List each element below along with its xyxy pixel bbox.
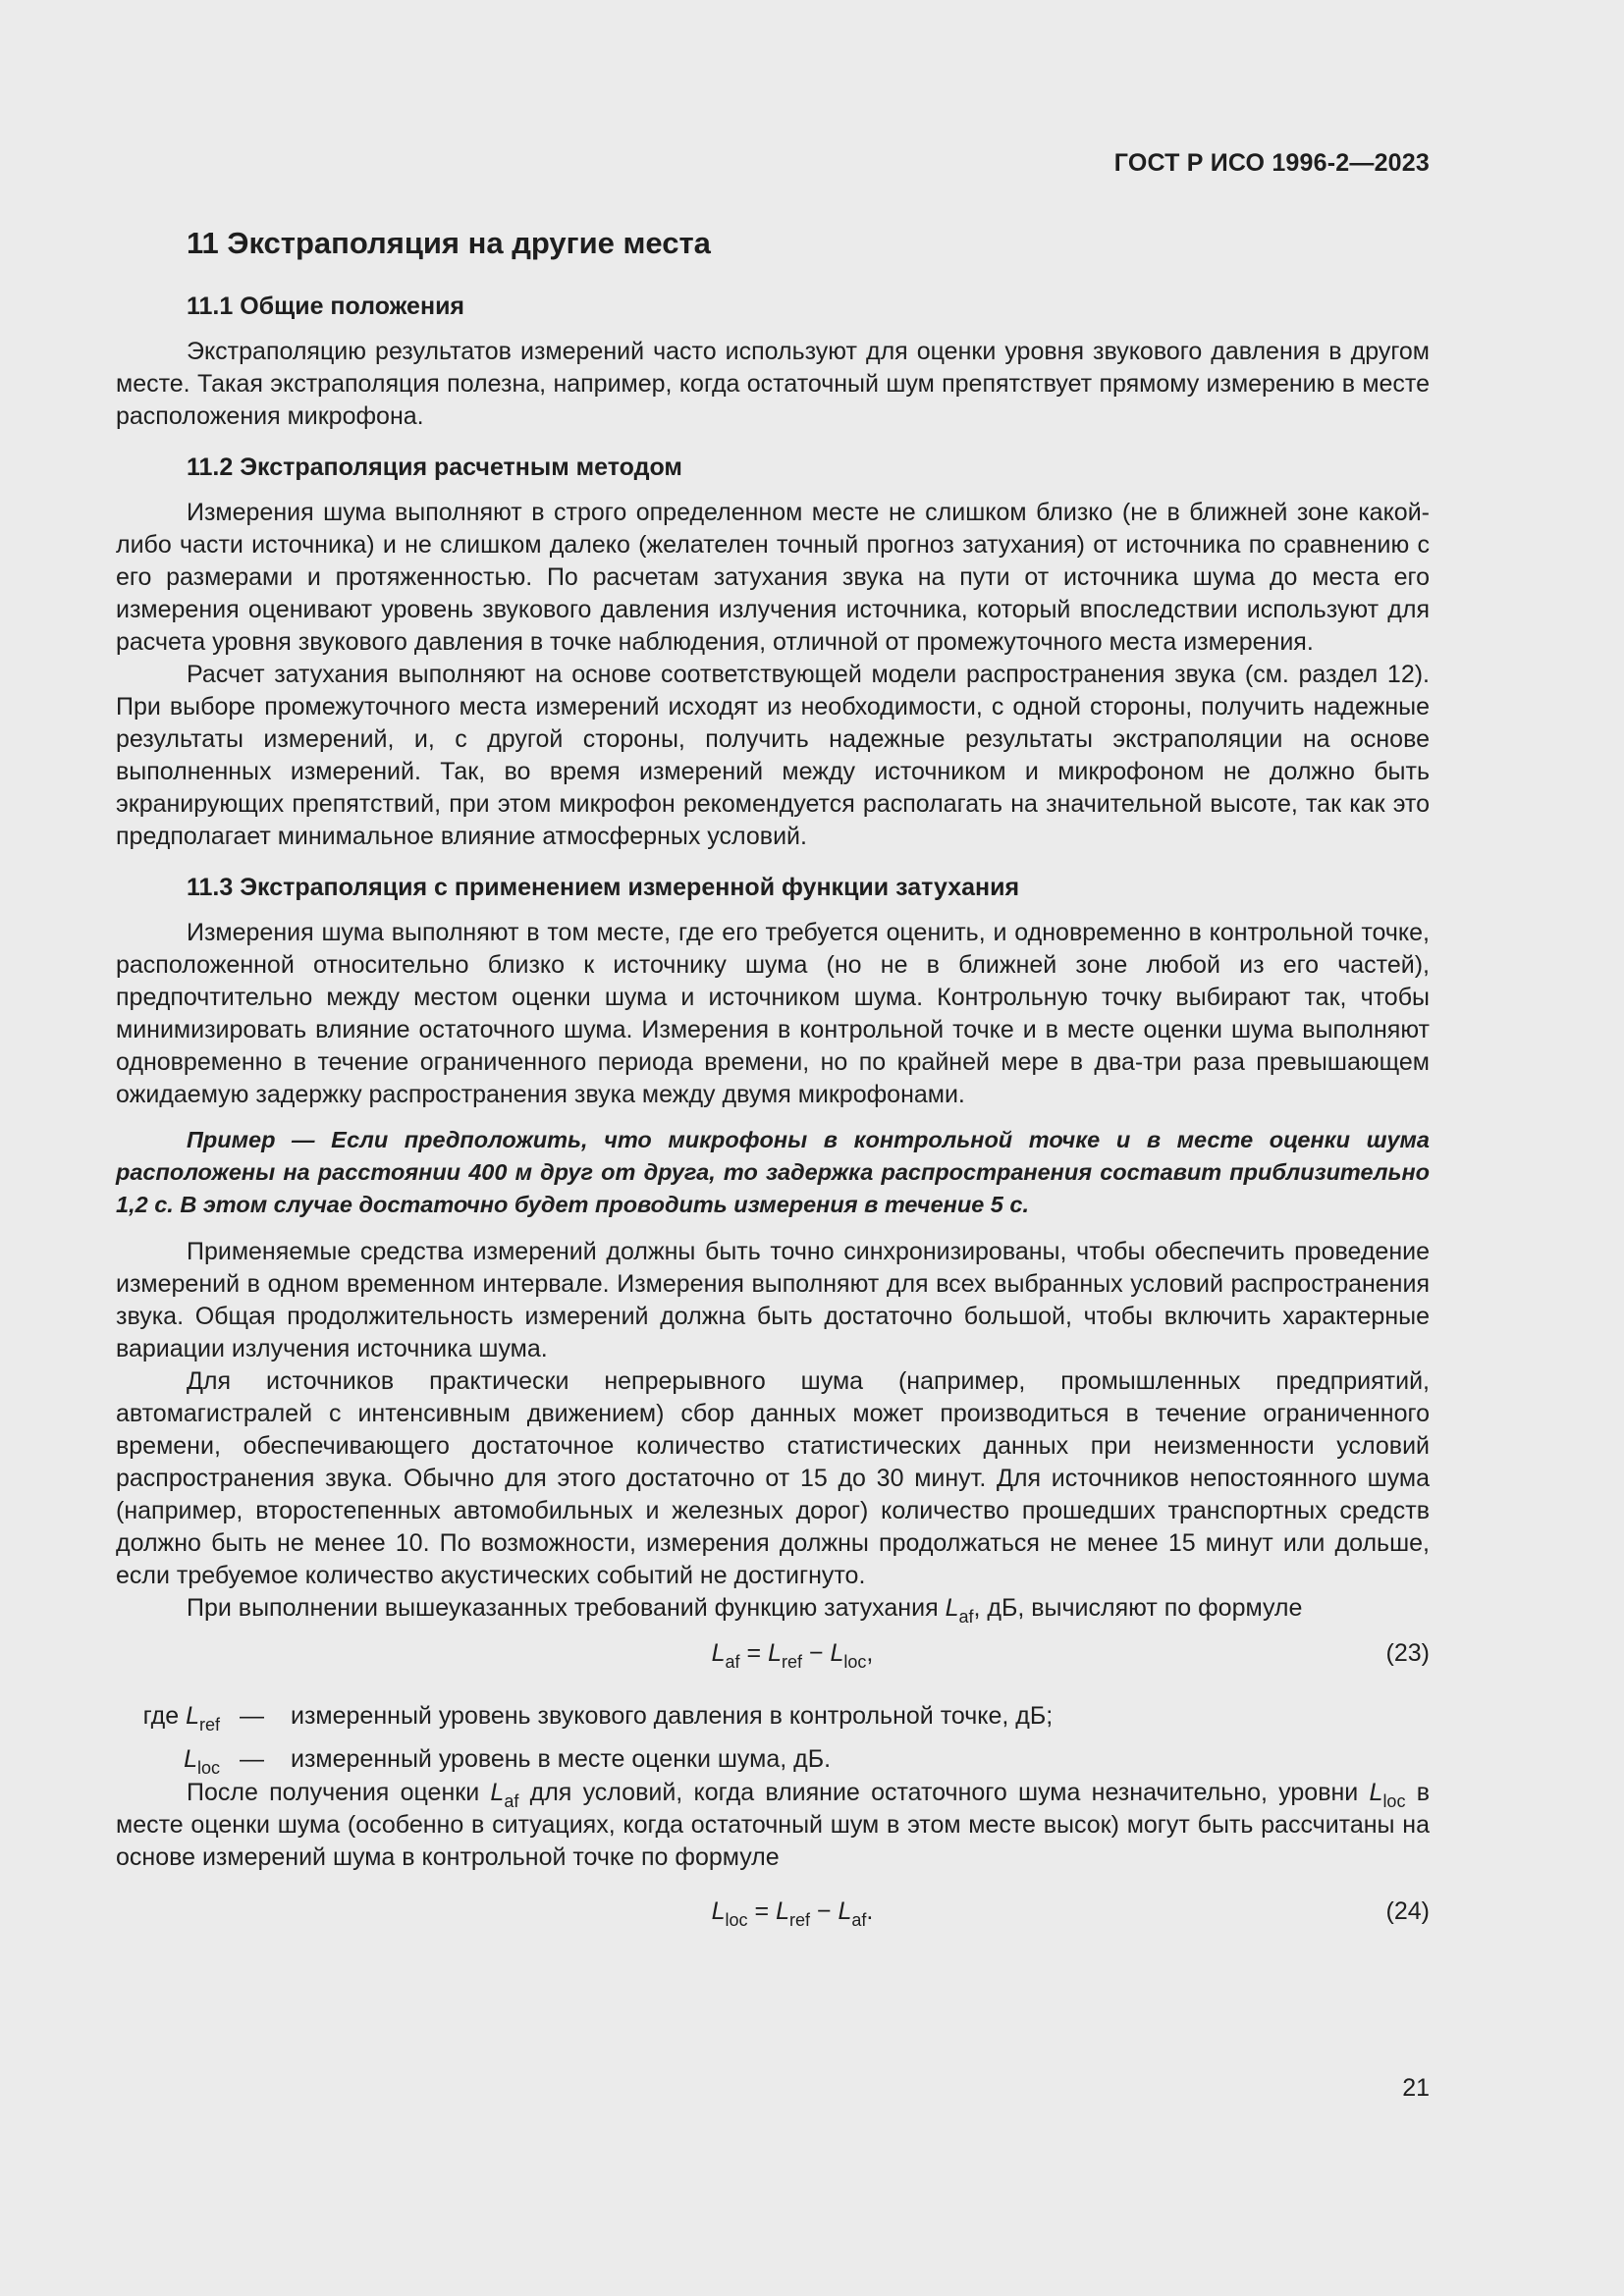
formula-24 bbox=[116, 1896, 1430, 1937]
example-note: Пример — Если предположить, что микрофоны в контрольной точке и в месте оценки шума расположены на расстоянии 400 м друг от друга, то задержка распространения составит приблизительно 1,2 с. В этом случае достаточно будет проводить измерения в течение 5 с. bbox=[116, 1127, 1430, 1217]
paragraph: Измерения шума выполняют в строго определенном месте не слишком близко (не в ближней зоне какой-либо части источника) и не слишком далеко (желателен точный прогноз затухания) от источника по сравнению с его размерами и протяженностью. По расчетам затухания звука на пути от источника шума до места его измерения оценивают уровень звукового давления излучения источника, который впоследствии используют для расчета уровня звукового давления в точке наблюдения, отличной от промежуточного места измерения. bbox=[116, 499, 1430, 656]
subsection-title-11-1: 11.1 Общие положения bbox=[187, 293, 465, 320]
formula-expression: $L_{loc} = L_{ref} - L_{af}$. bbox=[711, 1897, 874, 1930]
definition-loc: $L_{loc}$ — измеренный уровень в месте оценки шума, дБ. bbox=[184, 1745, 832, 1778]
document-body bbox=[116, 222, 1430, 1958]
page-number: 21 bbox=[1402, 2074, 1430, 2102]
paragraph: Экстраполяцию результатов измерений часто используют для оценки уровня звукового давления в другом месте. Такая экстраполяция полезна, например, когда остаточный шум препятствует прямому измерению в месте расположения микрофона. bbox=[116, 338, 1430, 430]
paragraph: Расчет затухания выполняют на основе соответствующей модели распространения звука (см. раздел 12). При выборе промежуточного места измерений исходят из необходимости, с одной стороны, получить надежные результаты измерений, и, с другой стороны, получить надежные результаты экстраполяции на основе выполненных измерений. Так, во время измерений между источником и микрофоном не должно быть экранирующих препятствий, при этом микрофон рекомендуется располагать на значительной высоте, так как это предполагает минимальное влияние атмосферных условий. bbox=[116, 661, 1430, 850]
formula-expression: $L_{af} = L_{ref} - L_{loc}$, bbox=[711, 1639, 874, 1672]
section-title: 11 Экстраполяция на другие места bbox=[187, 226, 711, 260]
definition-ref: где $L_{ref}$ — измеренный уровень звукового давления в контрольной точке, дБ; bbox=[142, 1702, 1054, 1735]
formula-23 bbox=[116, 1637, 1430, 1679]
document-code: ГОСТ Р ИСО 1996-2—2023 bbox=[1113, 149, 1430, 177]
subsection-title-11-3: 11.3 Экстраполяция с применением измеренной функции затухания bbox=[187, 874, 1020, 901]
paragraph: После получения оценки $L_{af}$ для условий, когда влияние остаточного шума незначительно, уровни $L_{loc}$ в месте оценки шума (особенно в ситуациях, когда остаточный шум в этом месте высок) могут быть рассчитаны на основе измерений шума в контрольной точке по формуле bbox=[116, 1779, 1430, 1871]
subsection-title-11-2: 11.2 Экстраполяция расчетным методом bbox=[187, 454, 682, 481]
paragraph: Измерения шума выполняют в том месте, где его требуется оценить, и одновременно в контрольной точке, расположенной относительно близко к источнику шума (но не в ближней зоне любой из его частей), предпочтительно между местом оценки шума и источником шума. Контрольную точку выбирают так, чтобы минимизировать влияние остаточного шума. Измерения в контрольной точке и в месте оценки шума выполняют одновременно в течение ограниченного периода времени, но по крайней мере в два-три раза превышающем ожидаемую задержку распространения звука между двумя микрофонами. bbox=[116, 919, 1430, 1108]
paragraph: Для источников практически непрерывного шума (например, промышленных предприятий, автомагистралей с интенсивным движением) сбор данных может производиться в течение ограниченного времени, обеспечивающего достаточное количество статистических данных при неизменности условий распространения звука. Обычно для этого достаточно от 15 до 30 минут. Для источников непостоянного шума (например, второстепенных автомобильных и железных дорог) количество прошедших транспортных средств должно быть не менее 10. По возможности, измерения должны продолжаться не менее 15 минут или дольше, если требуемое количество акустических событий не достигнуто. bbox=[116, 1367, 1430, 1589]
formula-number: (24) bbox=[1385, 1897, 1430, 1925]
formula-number: (23) bbox=[1385, 1639, 1430, 1667]
paragraph: Применяемые средства измерений должны быть точно синхронизированы, чтобы обеспечить проведение измерений в одном временном интервале. Измерения выполняют для всех выбранных условий распространения звука. Общая продолжительность измерений должна быть достаточно большой, чтобы включить характерные вариации излучения источника шума. bbox=[116, 1238, 1430, 1362]
paragraph: При выполнении вышеуказанных требований функцию затухания $L_{af}$, дБ, вычисляют по формуле bbox=[187, 1594, 1303, 1627]
